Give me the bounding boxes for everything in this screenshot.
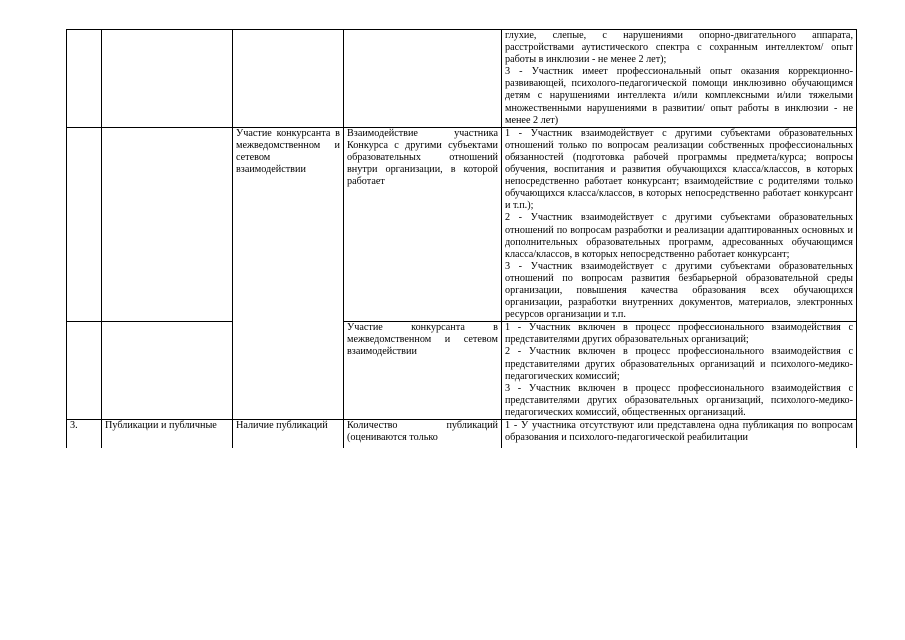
number-cell: 3. [67,420,102,449]
criterion-group-cell: Публикации и публичные [102,420,233,449]
scoring-paragraph: 3 - Участник взаимодействует с другими субъектами образовательных отношений по вопросам развития безбарьерной образовательной среды организации, повышения качества образования всех обучающихся организации, разработки внутренних документов, материалов, электронных ресурсов организации и т.п. [505,260,853,321]
indicator-cell: Взаимодействие участника Конкурса с другими субъектами образовательных отношений внутри организации, в которой работает [344,127,502,322]
scoring-paragraph: 2 - Участник включен в процесс профессионального взаимодействия с представителями других образовательных организаций и психолого-медико- педагогических комиссий; [505,346,853,382]
criterion-cell: Участие конкурсанта в межведомственном и сетевом взаимодействии [233,127,344,419]
scoring-cell [502,420,857,449]
indicator-cell [344,30,502,128]
table-row [67,322,857,420]
scoring-paragraph: 1 - Участник включен в процесс профессионального взаимодействия с представителями других образовательных организаций; [505,322,853,346]
scoring-paragraph: 1 - Участник взаимодействует с другими субъектами образовательных отношений только по вопросам реализации собственных профессиональных обязанностей (подготовка рабочей программы предмета/курса; вопросы обучения, воспитания и развития обучающихся класса/классов, в которых непосредственно работает конкурсант; взаимодействие с родителями только обучающихся класса/классов, в которых непосредственно работает конкурсант и т.п.); [505,127,853,212]
table-row [67,30,857,128]
number-cell [67,322,102,420]
scoring-cell [502,30,857,128]
indicator-cell: Участие конкурсанта в межведомственном и сетевом взаимодействии [344,322,502,420]
table-row [67,127,857,322]
criterion-group-cell [102,30,233,128]
scoring-cell [502,322,857,420]
scoring-paragraph: глухие, слепые, с нарушениями опорно-двигательного аппарата, расстройствами аутистического спектра с сохранным интеллектом/ опыт работы в инклюзии - не менее 2 лет); [505,30,853,66]
criteria-table [66,29,857,448]
table-row [67,420,857,449]
scoring-paragraph: 3 - Участник включен в процесс профессионального взаимодействия с представителями других образовательных организаций, психолого-медико-педагогических комиссий, общественных организаций. [505,382,853,418]
scoring-cell [502,127,857,322]
scoring-paragraph: 3 - Участник имеет профессиональный опыт оказания коррекционно-развивающей, психолого-педагогической помощи инклюзивно обучающимся детям с нарушениями интеллекта и/или комплексными и/или тяжелыми множественными нарушениями в развитии/ опыт работы в инклюзии - не менее 2 лет) [505,66,853,126]
criterion-group-cell [102,322,233,420]
criterion-cell: Наличие публикаций [233,420,344,449]
scoring-paragraph: 1 - У участника отсутствуют или представлена одна публикация по вопросам образования и психолого-педагогической реабилитации [505,420,853,444]
criterion-cell [233,30,344,128]
criterion-group-cell [102,127,233,322]
number-cell [67,127,102,322]
number-cell [67,30,102,128]
indicator-cell: Количество публикаций (оцениваются только [344,420,502,449]
scoring-paragraph: 2 - Участник взаимодействует с другими субъектами образовательных отношений по вопросам разработки и реализации адаптированных основных и дополнительных образовательных программ, адресованных обучающимся класса/классов, в которых непосредственно работает конкурсант; [505,212,853,260]
